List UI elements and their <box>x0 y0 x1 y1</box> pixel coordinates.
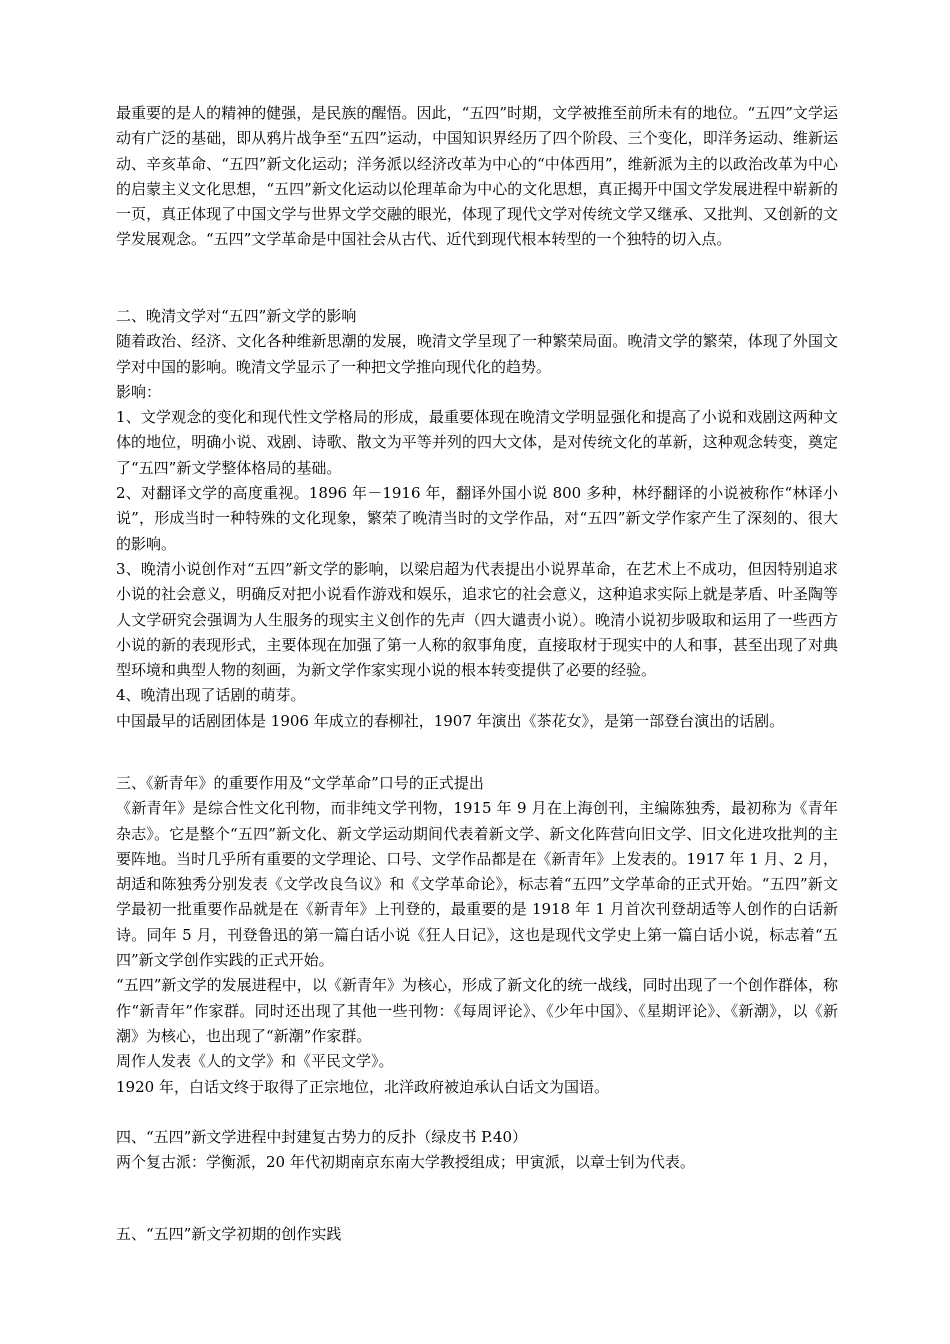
section-3 <box>116 771 838 1100</box>
section-3-paragraph: “五四”新文学的发展进程中，以《新青年》为核心，形成了新文化的统一战线，同时出现了一个创作群体，称作“新青年”作家群。同时还出现了其他一些刊物：《每周评论》、《少年中国》、《星期评论》、《新潮》，以《新潮》为核心，也出现了“新潮”作家群。 <box>116 976 838 1045</box>
list-item: 2、对翻译文学的高度重视。1896 年－1916 年，翻译外国小说 800 多种，林纾翻译的小说被称作“林译小说”，形成当时一种特殊的文化现象，繁荣了晚清当时的文学作品，对“五四”新文学作家产生了深刻的、很大的影响。 <box>116 484 838 553</box>
intro-paragraph: 最重要的是人的精神的健强，是民族的醒悟。因此，“五四”时期，文学被推至前所未有的地位。“五四”文学运动有广泛的基础，即从鸦片战争至“五四”运动，中国知识界经历了四个阶段、三个变化，即洋务运动、维新运动、辛亥革命、“五四”新文化运动；洋务派以经济改革为中心的“中体西用”，维新派为主的以政治改革为中心的启蒙主义文化思想，“五四”新文化运动以伦理革命为中心的文化思想，真正揭开中国文学发展进程中崭新的一页，真正体现了中国文学与世界文学交融的眼光，体现了现代文学对传统文学又继承、又批判、又创新的文学发展观念。“五四”文学革命是中国社会从古代、近代到现代根本转型的一个独特的切入点。 <box>116 104 838 249</box>
list-item: 4、晚清出现了话剧的萌芽。 <box>116 686 306 705</box>
section-3-paragraph: 周作人发表《人的文学》和《平民文学》。 <box>116 1052 394 1071</box>
section-2-label: 影响： <box>116 382 162 401</box>
section-3-paragraph: 1920 年，白话文终于取得了正宗地位，北洋政府被迫承认白话文为国语。 <box>116 1077 609 1096</box>
section-4-paragraph: 两个复古派：学衡派，20 年代初期南京东南大学教授组成；甲寅派，以章士钊为代表。 <box>116 1153 695 1172</box>
section-2-heading: 二、晚清文学对“五四”新文学的影响 <box>116 307 357 325</box>
section-5-heading: 五、“五四”新文学初期的创作实践 <box>116 1225 342 1243</box>
section-2 <box>116 304 838 734</box>
list-item: 1、文学观念的变化和现代性文学格局的形成，最重要体现在晚清文学明显强化和提高了小说和戏剧这两种文体的地位，明确小说、戏剧、诗歌、散文为平等并列的四大文体，是对传统文化的革新，这种观念转变，奠定了“五四”新文学整体格局的基础。 <box>116 408 838 477</box>
list-item: 3、晚清小说创作对“五四”新文学的影响，以梁启超为代表提出小说界革命，在艺术上不成功，但因特别追求小说的社会意义，明确反对把小说看作游戏和娱乐，追求它的社会意义，这种追求实际上就是茅盾、叶圣陶等人文学研究会强调为人生服务的现实主义创作的先声（四大谴责小说）。晚清小说初步吸取和运用了一些西方小说的新的表现形式，主要体现在加强了第一人称的叙事角度，直接取材于现实中的人和事，甚至出现了对典型环境和典型人物的刻画，为新文学作家实现小说的根本转变提供了必要的经验。 <box>116 559 838 680</box>
section-5 <box>116 1222 838 1247</box>
intro-block <box>116 101 838 253</box>
section-2-closing-paragraph: 中国最早的话剧团体是 1906 年成立的春柳社，1907 年演出《茶花女》，是第一部登台演出的话剧。 <box>116 711 785 730</box>
section-2-paragraph: 随着政治、经济、文化各种维新思潮的发展，晚清文学呈现了一种繁荣局面。晚清文学的繁荣，体现了外国文学对中国的影响。晚清文学显示了一种把文学推向现代化的趋势。 <box>116 332 838 376</box>
section-3-paragraph: 《新青年》是综合性文化刊物，而非纯文学刊物，1915 年 9 月在上海创刊，主编陈独秀，最初称为《青年杂志》。它是整个“五四”新文化、新文学运动期间代表着新文学、新文化阵营向旧文学、旧文化进攻批判的主要阵地。当时几乎所有重要的文学理论、口号、文学作品都是在《新青年》上发表的。1917 年 1 月、2 月，胡适和陈独秀分别发表《文学改良刍议》和《文学革命论》，标志着“五四”文学革命的正式开始。“五四”新文学最初一批重要作品就是在《新青年》上刊登的，最重要的是 1918 年 1 月首次刊登胡适等人创作的白话新诗。同年 5 月，刊登鲁迅的第一篇白话小说《狂人日记》，这也是现代文学史上第一篇白话小说，标志着“五四”新文学创作实践的正式开始。 <box>116 799 838 970</box>
section-3-heading: 三、《新青年》的重要作用及“文学革命”口号的正式提出 <box>116 774 484 792</box>
section-4 <box>116 1125 838 1176</box>
section-4-heading: 四、“五四”新文学进程中封建复古势力的反扑（绿皮书 P.40） <box>116 1128 528 1146</box>
